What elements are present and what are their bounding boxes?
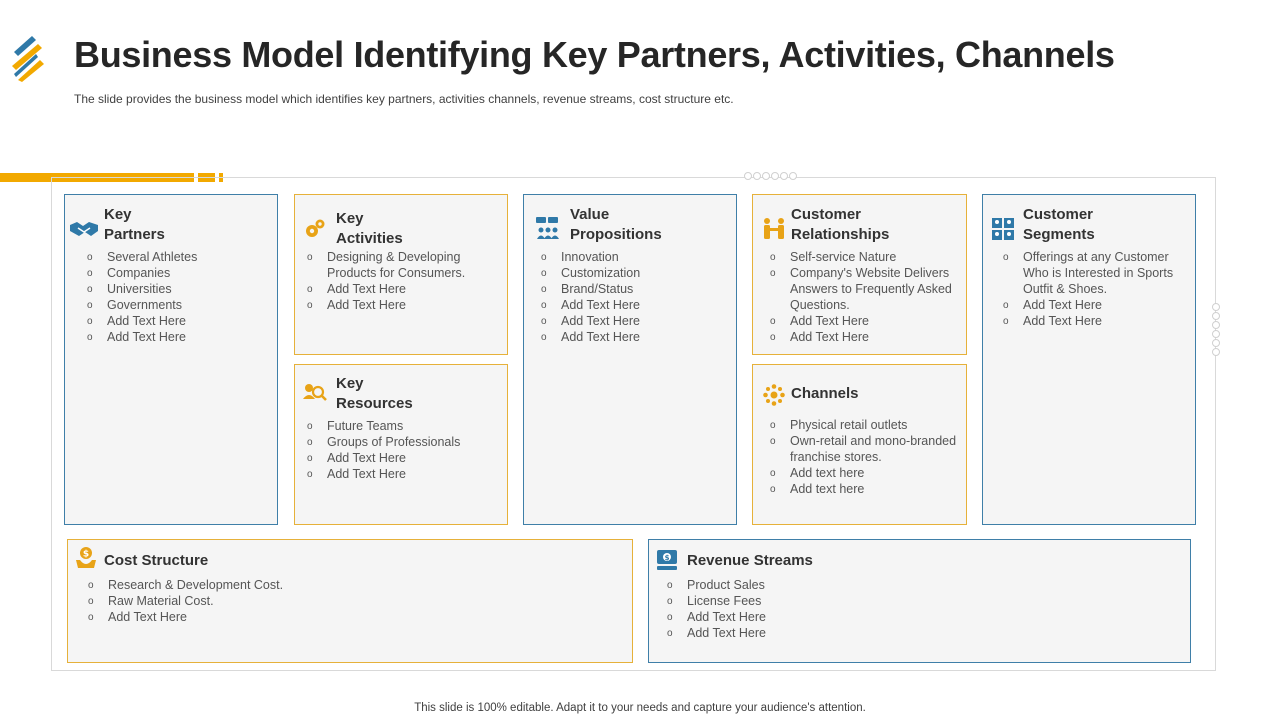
segments-grid-icon — [991, 217, 1015, 241]
list-item: o Universities — [87, 281, 267, 297]
list-item: o Offerings at any Customer Who is Interested in Sports Outfit & Shoes. — [1003, 249, 1189, 297]
page-subtitle: The slide provides the business model which identifies key partners, activities channels, revenue streams, cost structure etc. — [74, 92, 734, 106]
key-resources-card — [294, 364, 508, 525]
list-item: o Add Text Here — [541, 297, 726, 313]
cost-structure-card — [67, 539, 633, 663]
network-icon — [763, 384, 785, 406]
list-item: o Research & Development Cost. — [88, 577, 588, 593]
revenue-streams-title: Revenue Streams — [687, 552, 813, 569]
customer-segments-list — [1003, 249, 1189, 329]
list-item: o Add Text Here — [307, 297, 497, 313]
list-item: o Add Text Here — [1003, 313, 1189, 329]
list-item: o Add Text Here — [541, 313, 726, 329]
decorative-dots — [744, 172, 797, 180]
list-item: o Add Text Here — [87, 329, 267, 345]
key-resources-title: Key Resources — [336, 375, 413, 412]
gears-icon — [303, 217, 327, 241]
list-item: o Self-service Nature — [770, 249, 965, 265]
list-item: o Add Text Here — [307, 281, 497, 297]
logo-icon — [10, 34, 46, 82]
list-item: o Brand/Status — [541, 281, 726, 297]
customer-segments-title: Customer Segments — [1023, 206, 1095, 243]
revenue-icon — [655, 548, 679, 572]
list-item: o Add Text Here — [88, 609, 588, 625]
customer-relationships-card — [752, 194, 967, 355]
team-chat-icon — [535, 215, 561, 241]
list-item: o Customization — [541, 265, 726, 281]
value-propositions-card — [523, 194, 737, 525]
people-link-icon — [762, 217, 786, 241]
list-item: o Add Text Here — [307, 466, 497, 482]
list-item: o License Fees — [667, 593, 1167, 609]
decorative-dots-vertical — [1212, 303, 1220, 356]
list-item: o Company's Website Delivers Answers to Frequently Asked Questions. — [770, 265, 965, 313]
list-item: o Physical retail outlets — [770, 417, 960, 433]
customer-relationships-title: Customer Relationships — [791, 206, 890, 243]
list-item: o Several Athletes — [87, 249, 267, 265]
footer-note: This slide is 100% editable. Adapt it to your needs and capture your audience's attention. — [414, 702, 866, 714]
money-hand-icon — [75, 546, 97, 570]
channels-title: Channels — [791, 385, 859, 402]
list-item: o Add Text Here — [307, 450, 497, 466]
list-item: o Add text here — [770, 465, 960, 481]
list-item: o Companies — [87, 265, 267, 281]
key-resources-list — [307, 418, 497, 482]
list-item: o Add Text Here — [667, 609, 1167, 625]
list-item: o Add Text Here — [87, 313, 267, 329]
revenue-streams-list — [667, 577, 1167, 641]
handshake-icon — [69, 217, 99, 241]
list-item: o Innovation — [541, 249, 726, 265]
list-item: o Add Text Here — [770, 329, 965, 345]
list-item: o Add Text Here — [541, 329, 726, 345]
list-item: o Own-retail and mono-branded franchise stores. — [770, 433, 960, 465]
revenue-streams-card — [648, 539, 1191, 663]
list-item: o Add Text Here — [667, 625, 1167, 641]
value-propositions-list — [541, 249, 726, 345]
key-partners-card — [64, 194, 278, 525]
list-item: o Add Text Here — [770, 313, 965, 329]
page-title: Business Model Identifying Key Partners, Activities, Channels — [74, 34, 1115, 75]
key-partners-list — [87, 249, 267, 345]
channels-list — [770, 417, 960, 497]
key-partners-title: Key Partners — [104, 206, 165, 243]
list-item: o Product Sales — [667, 577, 1167, 593]
people-search-icon — [302, 381, 328, 405]
customer-segments-card — [982, 194, 1196, 525]
cost-structure-list — [88, 577, 588, 625]
key-activities-title: Key Activities — [336, 210, 403, 247]
list-item: o Designing & Developing Products for Consumers. — [307, 249, 497, 281]
list-item: o Add text here — [770, 481, 960, 497]
key-activities-list — [307, 249, 497, 313]
cost-structure-title: Cost Structure — [104, 552, 209, 569]
svg-text:$: $ — [664, 554, 670, 562]
list-item: o Add Text Here — [1003, 297, 1189, 313]
key-activities-card — [294, 194, 508, 355]
value-propositions-title: Value Propositions — [570, 206, 662, 243]
svg-text:$: $ — [82, 549, 90, 560]
list-item: o Groups of Professionals — [307, 434, 497, 450]
list-item: o Governments — [87, 297, 267, 313]
customer-relationships-list — [770, 249, 965, 345]
channels-card — [752, 364, 967, 525]
list-item: o Raw Material Cost. — [88, 593, 588, 609]
list-item: o Future Teams — [307, 418, 497, 434]
